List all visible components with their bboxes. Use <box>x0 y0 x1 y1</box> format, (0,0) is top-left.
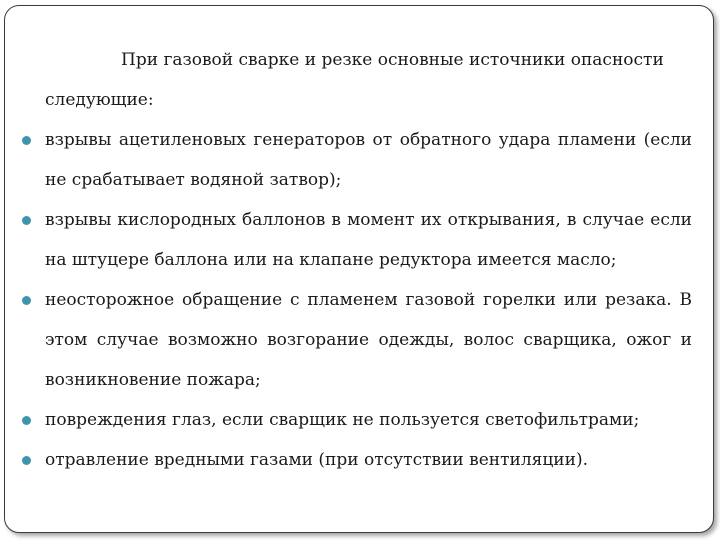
list-item-text: отравление вредными газами (при отсутствии вентиляции). <box>45 450 588 470</box>
bullet-dot-icon <box>22 216 31 225</box>
list-item-text: взрывы кислородных баллонов в момент их открывания, в случае если на штуцере баллона или на клапане редуктора имеется масло; <box>45 210 692 270</box>
list-item-text: взрывы ацетиленовых генераторов от обратного удара пламени (если не срабатывает водяной затвор); <box>45 130 692 190</box>
list-item <box>20 280 692 400</box>
list-item <box>20 400 692 440</box>
hazard-list <box>20 120 692 480</box>
bullet-dot-icon <box>22 296 31 305</box>
list-item-text: неосторожное обращение с пламенем газовой горелки или резака. В этом случае возможно возгорание одежды, волос сварщика, ожог и возникновение пожара; <box>45 290 692 390</box>
list-item <box>20 440 692 480</box>
bullet-dot-icon <box>22 136 31 145</box>
slide-content <box>20 40 692 480</box>
list-item <box>20 200 692 280</box>
bullet-dot-icon <box>22 416 31 425</box>
list-item-text: повреждения глаз, если сварщик не пользуется светофильтрами; <box>45 410 640 430</box>
list-item <box>20 120 692 200</box>
intro-paragraph: При газовой сварке и резке основные источники опасности следующие: <box>45 50 664 110</box>
bullet-dot-icon <box>22 456 31 465</box>
